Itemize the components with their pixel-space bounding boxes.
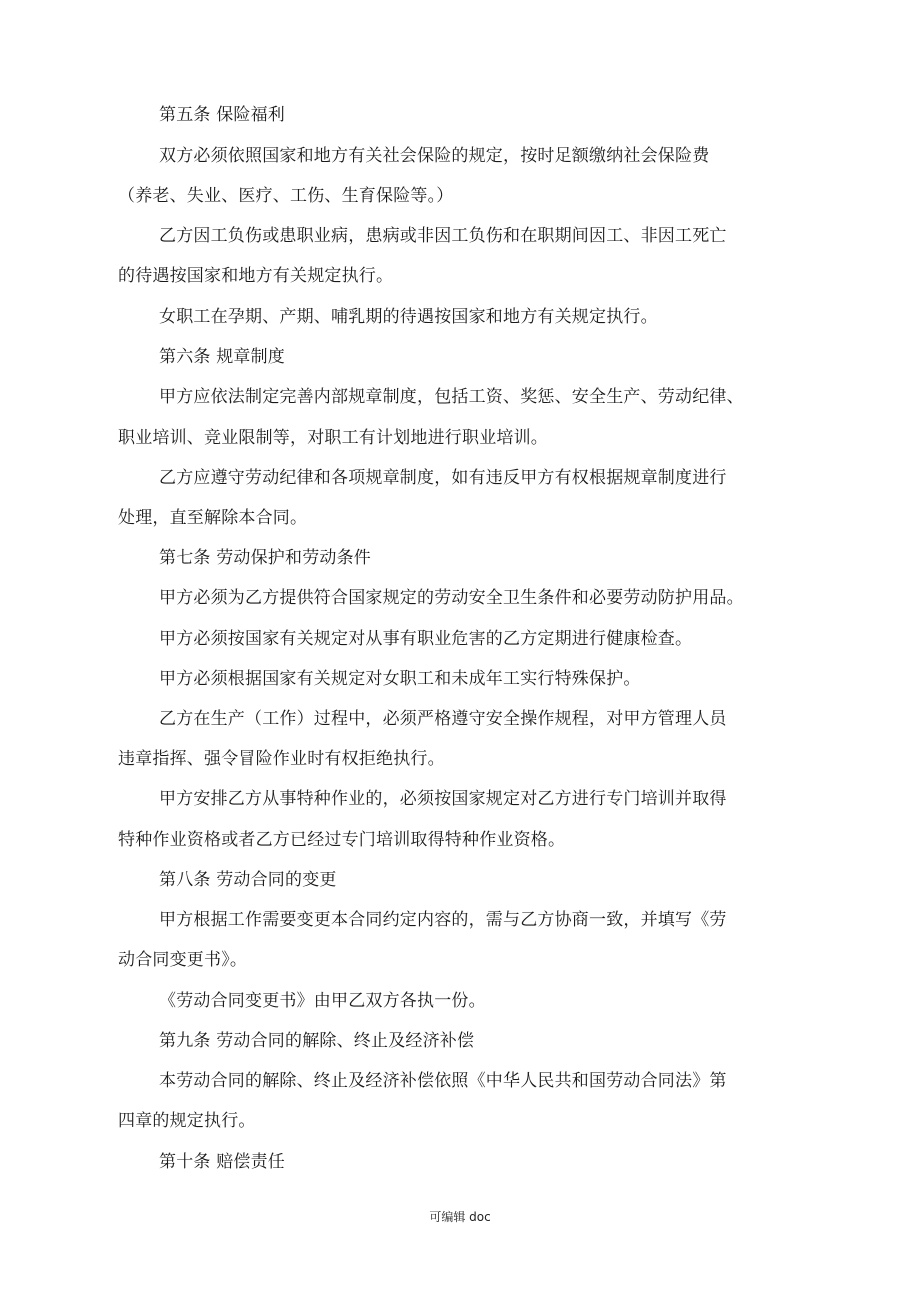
article-7-title: 第七条 劳动保护和劳动条件: [159, 548, 372, 568]
article-7-paragraph-3: 甲方必须根据国家有关规定对女职工和未成年工实行特殊保护。: [159, 669, 641, 689]
article-8-paragraph-2: 《劳动合同变更书》由甲乙双方各执一份。: [159, 991, 486, 1011]
article-9-paragraph-1-cont: 四章的规定执行。: [118, 1111, 256, 1131]
article-5-title: 第五条 保险福利: [159, 105, 286, 125]
article-6-paragraph-2: 乙方应遵守劳动纪律和各项规章制度，如有违反甲方有权根据规章制度进行: [159, 468, 727, 488]
article-10-title: 第十条 赔偿责任: [159, 1152, 286, 1172]
article-5-paragraph-2-cont: 的待遇按国家和地方有关规定执行。: [118, 266, 394, 286]
article-7-paragraph-5-cont: 特种作业资格或者乙方已经过专门培训取得特种作业资格。: [118, 830, 566, 850]
article-7-paragraph-1: 甲方必须为乙方提供符合国家规定的劳动安全卫生条件和必要劳动防护用品。: [159, 588, 744, 608]
article-8-paragraph-1: 甲方根据工作需要变更本合同约定内容的，需与乙方协商一致，并填写《劳: [159, 910, 727, 930]
article-7-paragraph-4: 乙方在生产（工作）过程中，必须严格遵守安全操作规程，对甲方管理人员: [159, 709, 727, 729]
article-7-paragraph-5: 甲方安排乙方从事特种作业的，必须按国家规定对乙方进行专门培训并取得: [159, 789, 727, 809]
article-6-paragraph-1-cont: 职业培训、竞业限制等，对职工有计划地进行职业培训。: [118, 428, 548, 448]
article-6-paragraph-1: 甲方应依法制定完善内部规章制度，包括工资、奖惩、安全生产、劳动纪律、: [159, 387, 744, 407]
article-5-paragraph-1: 双方必须依照国家和地方有关社会保险的规定，按时足额缴纳社会保险费: [159, 146, 710, 166]
page-footer: 可编辑 doc: [429, 1210, 491, 1224]
article-5-paragraph-3: 女职工在孕期、产期、哺乳期的待遇按国家和地方有关规定执行。: [159, 307, 658, 327]
article-5-paragraph-2: 乙方因工负伤或患职业病，患病或非因工负伤和在职期间因工、非因工死亡: [159, 226, 727, 246]
article-9-title: 第九条 劳动合同的解除、终止及经济补偿: [159, 1031, 475, 1051]
article-7-paragraph-2: 甲方必须按国家有关规定对从事有职业危害的乙方定期进行健康检查。: [159, 629, 693, 649]
article-8-paragraph-1-cont: 动合同变更书》。: [118, 950, 248, 970]
article-5-paragraph-1-cont: （养老、失业、医疗、工伤、生育保险等。）: [118, 186, 454, 206]
article-6-paragraph-2-cont: 处理，直至解除本合同。: [118, 508, 308, 528]
article-7-paragraph-4-cont: 违章指挥、强令冒险作业时有权拒绝执行。: [118, 749, 445, 769]
article-6-title: 第六条 规章制度: [159, 347, 286, 367]
article-8-title: 第八条 劳动合同的变更: [159, 870, 337, 890]
article-9-paragraph-1: 本劳动合同的解除、终止及经济补偿依照《中华人民共和国劳动合同法》第: [159, 1071, 727, 1091]
